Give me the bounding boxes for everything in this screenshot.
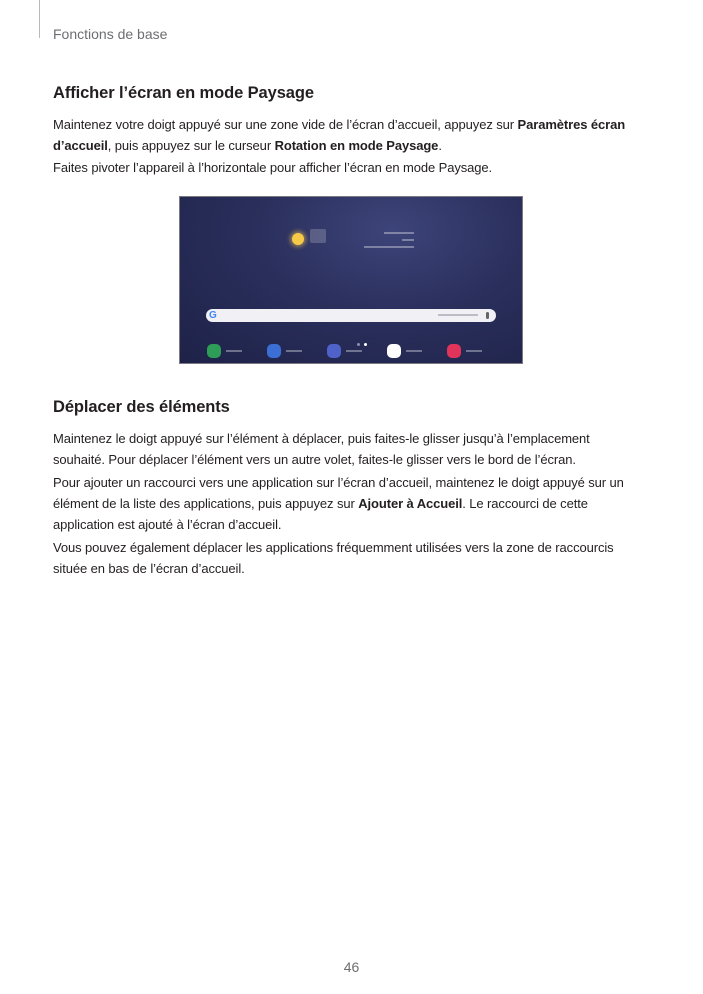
mic-icon [486,312,489,319]
phone-app-icon [207,344,221,358]
term-portrait-mode-only: Rotation en mode Paysage [274,138,439,153]
margin-rule [39,0,40,38]
internet-app-icon [327,344,341,358]
section-title-move-items: Déplacer des éléments [53,398,230,416]
paragraph-drag-item: Maintenez le doigt appuyé sur l’élément à déplacer, puis faites-le glisser jusqu’à l’emplacement souhaité. Pour déplacer l’élément vers un autre volet, faites-le glisser vers le bord de l’écran. [53,431,590,467]
weather-temperature [310,229,326,243]
app-dock [204,344,504,360]
landscape-home-screen-screenshot [179,196,523,364]
clock-widget [360,227,414,253]
page-number: 46 [343,959,360,975]
messages-app-icon [267,344,281,358]
weather-sun-icon [292,233,304,245]
paragraph-landscape-instructions: Maintenez votre doigt appuyé sur une zone vide de l’écran d’accueil, appuyez sur Paramètres écran d’accueil, puis appuyez sur le curseur Rotation en mode Paysage. [53,117,626,153]
paragraph-favorites-tray: Vous pouvez également déplacer les applications fréquemment utilisées vers la zone de raccourcis située en bas de l’écran d’accueil. [53,540,614,576]
camera-app-icon [447,344,461,358]
google-icon: G [209,310,217,321]
term-add-to-home: Ajouter à Accueil [358,496,463,511]
play-store-app-icon [387,344,401,358]
paragraph-add-shortcut: Pour ajouter un raccourci vers une application sur l’écran d’accueil, maintenez le doigt appuyé sur un élément de la liste des applications, puis appuyez sur Ajouter à Accueil. Le raccourci de cette application est ajouté à l’écran d’accueil. [53,475,624,532]
section-title-landscape: Afficher l’écran en mode Paysage [53,84,314,102]
term-home-settings: Paramètres écran d’accueil [53,117,626,153]
running-header: Fonctions de base [53,26,168,42]
google-search-bar [206,309,496,322]
paragraph-rotate-device: Faites pivoter l’appareil à l’horizontale pour afficher l’écran en mode Paysage. [53,160,493,175]
